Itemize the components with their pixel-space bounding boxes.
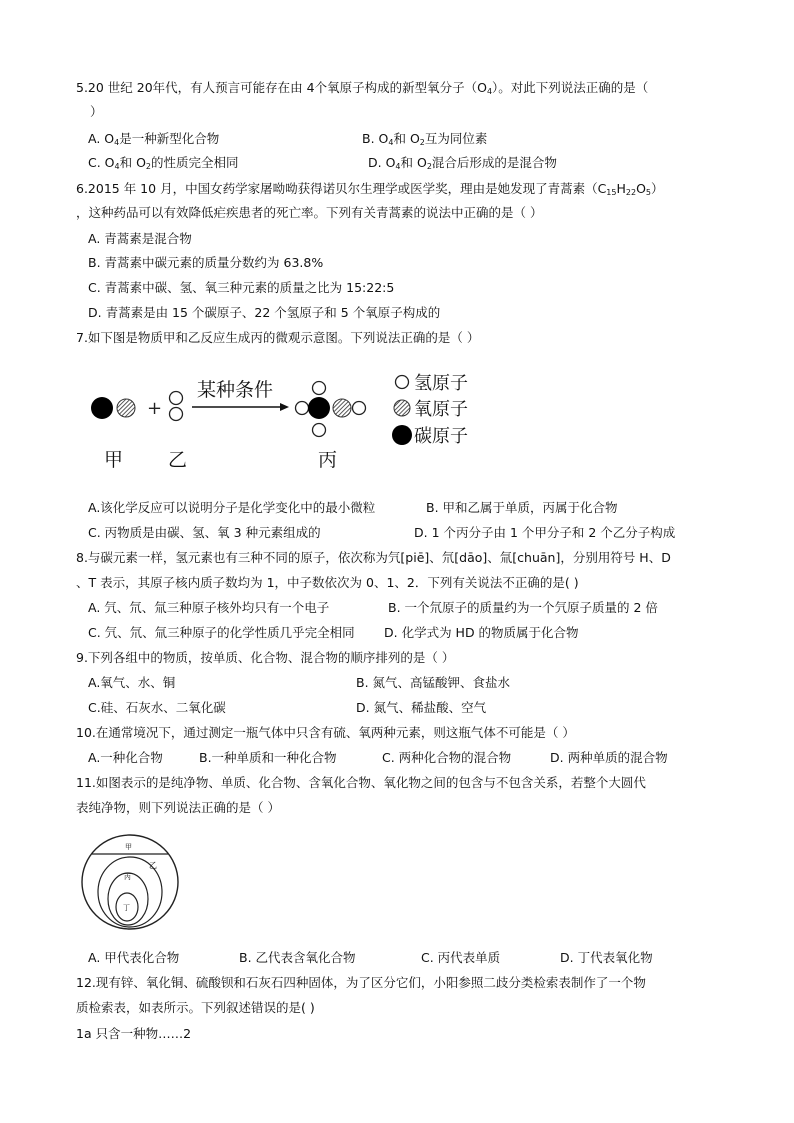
q12-stem: 12.现有锌、氧化铜、硫酸钡和石灰石四种固体，为了区分它们，小阳参照二歧分类检索表制作了一个物	[76, 975, 646, 990]
q7-reaction-diagram	[80, 368, 500, 480]
q10-stem: 10.在通常境况下，通过测定一瓶气体中只含有硫、氧两种元素，则这瓶气体不可能是（ ）	[76, 725, 575, 740]
q6-stem: 6.2015 年 10 月，中国女药学家屠呦呦获得诺贝尔生理学或医学奖，理由是她发现了青蒿素$(C_{15}H_{22}O_5)$	[76, 181, 664, 197]
oxygen-atom-icon	[333, 399, 351, 417]
reaction-condition: 某种条件	[197, 379, 274, 401]
q6-option-d: D. 青蒿素是由 15 个碳原子、22 个氢原子和 5 个氧原子构成的	[88, 305, 441, 320]
label-yi: 乙	[168, 449, 188, 471]
q9-option-c: C.硅、石灰水、二氧化碳	[88, 700, 226, 715]
q12-key-row-1a: 1a 只含一种物……2	[76, 1026, 192, 1041]
hydrogen-atom-icon	[313, 424, 326, 437]
q5-option-d: D. $O_4$和 $O_2$混合后形成的是混合物	[368, 155, 557, 171]
q5-option-b: B. $O_4$和 $O_2$互为同位素	[362, 131, 488, 147]
q11-stem-line2: 表纯净物，则下列说法正确的是（ ）	[76, 800, 280, 815]
q7-option-a: A.该化学反应可以说明分子是化学变化中的最小微粒	[88, 500, 376, 515]
molecule-bing	[296, 382, 366, 437]
label-bing: 丙	[318, 449, 338, 471]
hydrogen-atom-icon	[313, 382, 326, 395]
hydrogen-atom-icon	[396, 376, 409, 389]
carbon-atom-icon	[392, 425, 412, 445]
q8-option-d: D. 化学式为 HD 的物质属于化合物	[384, 625, 579, 640]
plus-sign: +	[147, 398, 163, 419]
q12-stem-line2: 质检索表，如表所示。下列叙述错误的是( )	[76, 1000, 315, 1015]
q8-stem-line2: 、T 表示，其原子核内质子数均为 1，中子数依次为 0、1、2．下列有关说法不正确的是( )	[76, 575, 579, 590]
oxygen-atom-icon	[117, 399, 135, 417]
q8-option-b: B. 一个氘原子的质量约为一个氕原子质量的 2 倍	[388, 600, 658, 615]
q10-option-d: D. 两种单质的混合物	[550, 750, 668, 765]
q7-stem: 7.如下图是物质甲和乙反应生成丙的微观示意图。下列说法正确的是（ ）	[76, 330, 480, 345]
molecule-jia	[91, 397, 135, 419]
hydrogen-atom-icon	[353, 402, 366, 415]
q10-option-b: B.一种单质和一种化合物	[199, 750, 337, 765]
q11-option-a: A. 甲代表化合物	[88, 950, 180, 965]
label-jia: 甲	[104, 449, 124, 471]
atom-legend	[392, 373, 468, 447]
q11-inclusion-diagram	[80, 832, 180, 932]
oxygen-atom-icon	[394, 400, 410, 416]
reaction-arrow-icon	[192, 403, 289, 411]
legend-oxygen-label: 氧原子	[414, 399, 468, 420]
q5-option-a: A. $O_4$是一种新型化合物	[88, 131, 220, 147]
q8-option-a: A. 氕、氘、氚三种原子核外均只有一个电子	[88, 600, 330, 615]
legend-carbon-label: 碳原子	[414, 426, 468, 447]
q6-option-a: A. 青蒿素是混合物	[88, 231, 192, 246]
q7-option-b: B. 甲和乙属于单质，丙属于化合物	[426, 500, 618, 515]
molecule-yi	[170, 392, 183, 421]
q6-option-b: B. 青蒿素中碳元素的质量分数约为 63.8%	[88, 255, 324, 270]
q10-option-c: C. 两种化合物的混合物	[382, 750, 512, 765]
q11-option-d: D. 丁代表氧化物	[560, 950, 653, 965]
legend-hydrogen-label: 氢原子	[414, 373, 468, 394]
q10-option-a: A.一种化合物	[88, 750, 163, 765]
q8-stem: 8.与碳元素一样，氢元素也有三种不同的原子，依次称为氕[piē]、氘[dāo]、氚[chuān]，分别用符号 H、D	[76, 550, 671, 565]
q11-option-c: C. 丙代表单质	[421, 950, 501, 965]
q9-option-d: D. 氮气、稀盐酸、空气	[356, 700, 487, 715]
q7-option-d: D. 1 个丙分子由 1 个甲分子和 2 个乙分子构成	[414, 525, 676, 540]
q5-option-c: C. $O_4$和 $O_2$的性质完全相同	[88, 155, 239, 171]
q6-stem-line2: ，这种药品可以有效降低疟疾患者的死亡率。下列有关青蒿素的说法中正确的是（ ）	[76, 205, 543, 220]
q11-stem: 11.如图表示的是纯净物、单质、化合物、含氧化合物、氧化物之间的包含与不包含关系，若整个大圆代	[76, 775, 646, 790]
q9-stem: 9.下列各组中的物质，按单质、化合物、混合物的顺序排列的是（ ）	[76, 650, 455, 665]
carbon-atom-icon	[91, 397, 113, 419]
hydrogen-atom-icon	[170, 408, 183, 421]
q11-option-b: B. 乙代表含氧化合物	[239, 950, 356, 965]
q9-option-a: A.氧气、水、铜	[88, 675, 176, 690]
label-ding: 丁	[123, 904, 130, 912]
q5-stem-line2: ）	[90, 104, 103, 119]
q6-option-c: C. 青蒿素中碳、氢、氧三种元素的质量之比为 15:22:5	[88, 280, 395, 295]
hydrogen-atom-icon	[170, 392, 183, 405]
q8-option-c: C. 氕、氘、氚三种原子的化学性质几乎完全相同	[88, 625, 355, 640]
label-bing: 丙	[124, 873, 131, 881]
q9-option-b: B. 氮气、高锰酸钾、食盐水	[356, 675, 511, 690]
q7-option-c: C. 丙物质是由碳、氢、氧 3 种元素组成的	[88, 525, 321, 540]
carbon-atom-icon	[308, 397, 330, 419]
label-yi: 乙	[149, 861, 157, 870]
q5-stem: 5.20 世纪 20年代，有人预言可能存在由 4个氧原子构成的新型氧分子$(O_4)$。对此下列说法正确的是（	[76, 80, 649, 96]
hydrogen-atom-icon	[296, 402, 309, 415]
label-jia: 甲	[125, 843, 132, 851]
